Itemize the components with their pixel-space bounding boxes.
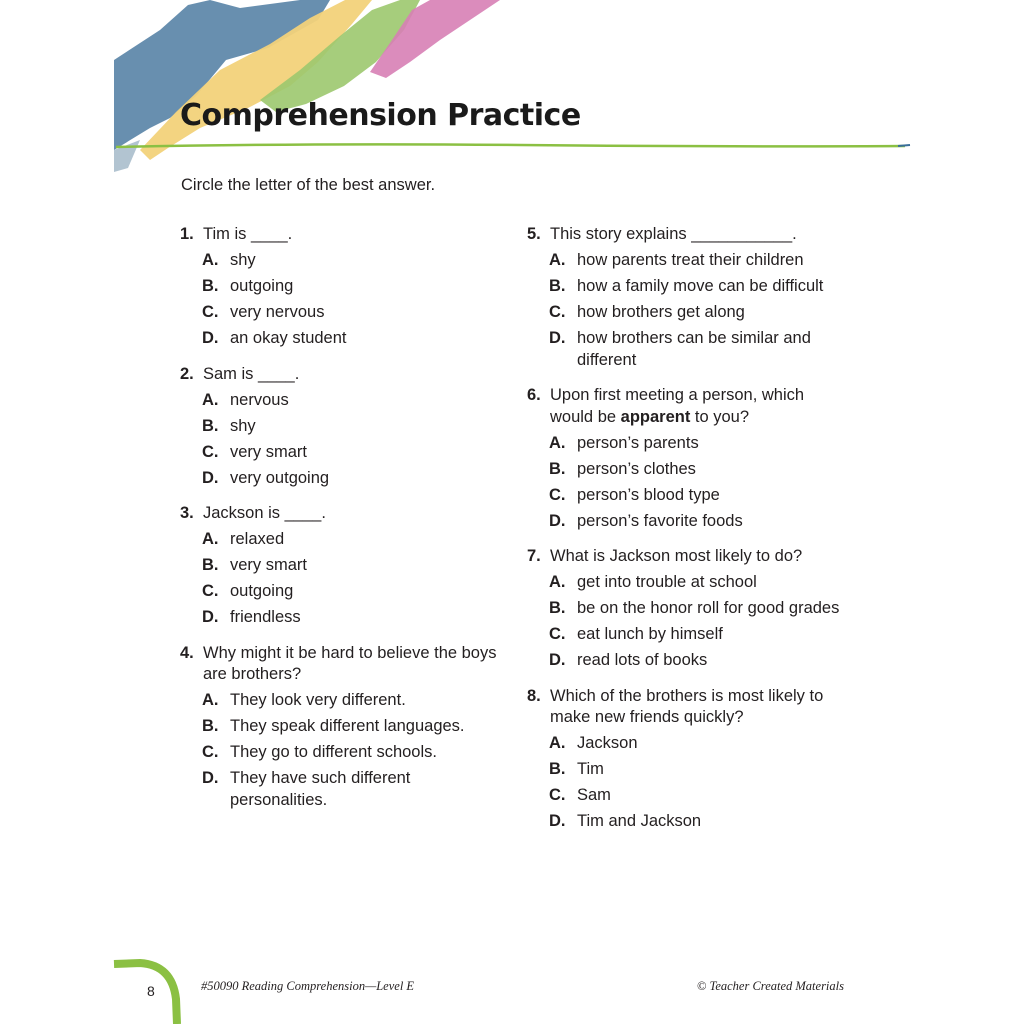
option-text: relaxed [230, 530, 285, 548]
option-letter: A. [202, 530, 219, 548]
page-number: 8 [147, 983, 155, 999]
option-letter: B. [202, 717, 219, 735]
option-letter: C. [549, 303, 566, 321]
option-text: very smart [230, 442, 308, 461]
answer-option[interactable] [180, 390, 500, 412]
option-letter: C. [202, 303, 219, 321]
header-brush-art [0, 0, 1024, 175]
option-letter: A. [549, 433, 566, 452]
answer-option[interactable] [527, 276, 847, 298]
option-text: very smart [230, 556, 308, 574]
title-underline-rule [116, 144, 905, 147]
answer-option[interactable] [527, 328, 847, 371]
vocabulary-word: apparent [620, 407, 691, 426]
answer-option[interactable] [180, 555, 500, 577]
instructions: Circle the letter of the best answer. [181, 176, 436, 194]
corner-arc-stroke [114, 963, 177, 1024]
option-text: how brothers can be similar and different [577, 329, 811, 369]
option-text: outgoing [230, 277, 294, 295]
option-text: Tim [577, 760, 604, 778]
question-text: Sam is ____. [203, 364, 300, 383]
answer-option[interactable] [180, 607, 500, 629]
question-number: 6. [527, 386, 541, 404]
answer-option[interactable] [527, 624, 847, 646]
option-letter: A. [549, 734, 566, 752]
answer-option[interactable] [527, 485, 847, 507]
option-letter: B. [549, 277, 566, 295]
option-text: how brothers get along [577, 303, 745, 321]
question-text-start: Upon first meeting a person, which would be [550, 386, 805, 426]
option-letter: D. [202, 769, 219, 787]
answer-option[interactable] [180, 250, 500, 272]
option-text: be on the honor roll for good grades [577, 599, 840, 617]
questions-right-column [527, 224, 847, 847]
answer-option[interactable] [180, 690, 500, 712]
option-letter: B. [549, 459, 566, 478]
option-text: nervous [230, 390, 289, 409]
option-letter: B. [202, 277, 219, 295]
answer-option[interactable] [180, 768, 500, 811]
answer-option[interactable] [527, 250, 847, 272]
question-number: 5. [527, 225, 541, 243]
option-letter: D. [202, 468, 219, 487]
option-letter: C. [202, 442, 219, 461]
footer-copyright: © Teacher Created Materials [696, 979, 844, 993]
question-5 [527, 224, 847, 371]
option-text: shy [230, 251, 256, 269]
answer-option[interactable] [527, 572, 847, 594]
answer-option[interactable] [527, 811, 847, 833]
question-text: Which of the brothers is most likely to make new friends quickly? [550, 686, 824, 726]
question-8 [527, 686, 847, 833]
option-text: get into trouble at school [577, 573, 757, 591]
answer-option[interactable] [180, 742, 500, 764]
option-letter: D. [549, 511, 566, 530]
question-2 [180, 364, 500, 490]
option-text: person’s clothes [577, 459, 696, 478]
questions-left-column [180, 224, 500, 825]
question-number: 4. [180, 643, 194, 662]
option-text: They speak different languages. [230, 717, 465, 735]
question-6 [527, 385, 847, 532]
answer-option[interactable] [527, 302, 847, 324]
answer-option[interactable] [180, 442, 500, 464]
option-text: very outgoing [230, 468, 330, 487]
option-text: Sam [577, 786, 611, 804]
answer-option[interactable] [527, 511, 847, 533]
option-text: person’s parents [577, 433, 699, 452]
option-letter: A. [202, 691, 219, 709]
option-text: Jackson [577, 734, 638, 752]
option-letter: A. [202, 390, 219, 409]
option-letter: A. [549, 573, 566, 591]
answer-option[interactable] [527, 785, 847, 807]
question-3 [180, 503, 500, 629]
option-letter: D. [202, 608, 219, 626]
question-1 [180, 224, 500, 350]
option-text: an okay student [230, 329, 347, 347]
answer-option[interactable] [180, 328, 500, 350]
question-number: 3. [180, 504, 194, 522]
option-letter: D. [549, 329, 566, 347]
option-text: how a family move can be difficult [577, 277, 824, 295]
option-letter: C. [549, 625, 566, 643]
question-text: Why might it be hard to believe the boys are brothers? [203, 643, 497, 683]
option-text: Tim and Jackson [577, 812, 702, 830]
answer-option[interactable] [180, 468, 500, 490]
answer-option[interactable] [527, 733, 847, 755]
answer-option[interactable] [527, 759, 847, 781]
question-7 [527, 546, 847, 672]
option-letter: D. [549, 651, 566, 669]
answer-option[interactable] [527, 459, 847, 481]
answer-option[interactable] [527, 433, 847, 455]
answer-option[interactable] [180, 416, 500, 438]
answer-option[interactable] [527, 650, 847, 672]
answer-option[interactable] [180, 276, 500, 298]
option-text: friendless [230, 608, 301, 626]
option-text: read lots of books [577, 651, 708, 669]
option-letter: C. [549, 786, 566, 804]
question-text [550, 385, 847, 428]
option-letter: B. [549, 760, 566, 778]
option-letter: C. [202, 582, 219, 600]
question-number: 1. [180, 225, 194, 243]
question-number: 2. [180, 364, 194, 383]
option-text: outgoing [230, 582, 294, 600]
option-letter: B. [202, 416, 219, 435]
option-letter: C. [202, 743, 219, 761]
option-text: eat lunch by himself [577, 625, 723, 643]
option-text: person’s favorite foods [577, 511, 743, 530]
question-text: Jackson is ____. [203, 504, 326, 522]
answer-option[interactable] [180, 581, 500, 603]
question-number: 7. [527, 547, 541, 565]
question-text: This story explains ___________. [550, 225, 797, 243]
page-title: Comprehension Practice [180, 98, 581, 133]
option-text: They look very different. [230, 691, 406, 709]
option-letter: A. [549, 251, 566, 269]
answer-option[interactable] [180, 302, 500, 324]
option-text: very nervous [230, 303, 325, 321]
question-number: 8. [527, 686, 541, 705]
footer-book-title: #50090 Reading Comprehension—Level E [201, 979, 415, 993]
answer-option[interactable] [180, 529, 500, 551]
option-letter: B. [202, 556, 219, 574]
option-letter: D. [549, 812, 566, 830]
question-text: What is Jackson most likely to do? [550, 547, 803, 565]
option-text: shy [230, 416, 256, 435]
option-text: They have such different personalities. [230, 769, 411, 809]
option-letter: D. [202, 329, 219, 347]
answer-option[interactable] [527, 598, 847, 620]
option-letter: B. [549, 599, 566, 617]
question-4 [180, 643, 500, 812]
option-letter: C. [549, 485, 566, 504]
option-text: They go to different schools. [230, 743, 437, 761]
answer-option[interactable] [180, 716, 500, 738]
question-text-end: to you? [690, 407, 750, 426]
option-letter: A. [202, 251, 219, 269]
option-text: how parents treat their children [577, 251, 804, 269]
rule-end-tick [898, 145, 910, 146]
option-text: person’s blood type [577, 485, 720, 504]
question-text: Tim is ____. [203, 225, 293, 243]
